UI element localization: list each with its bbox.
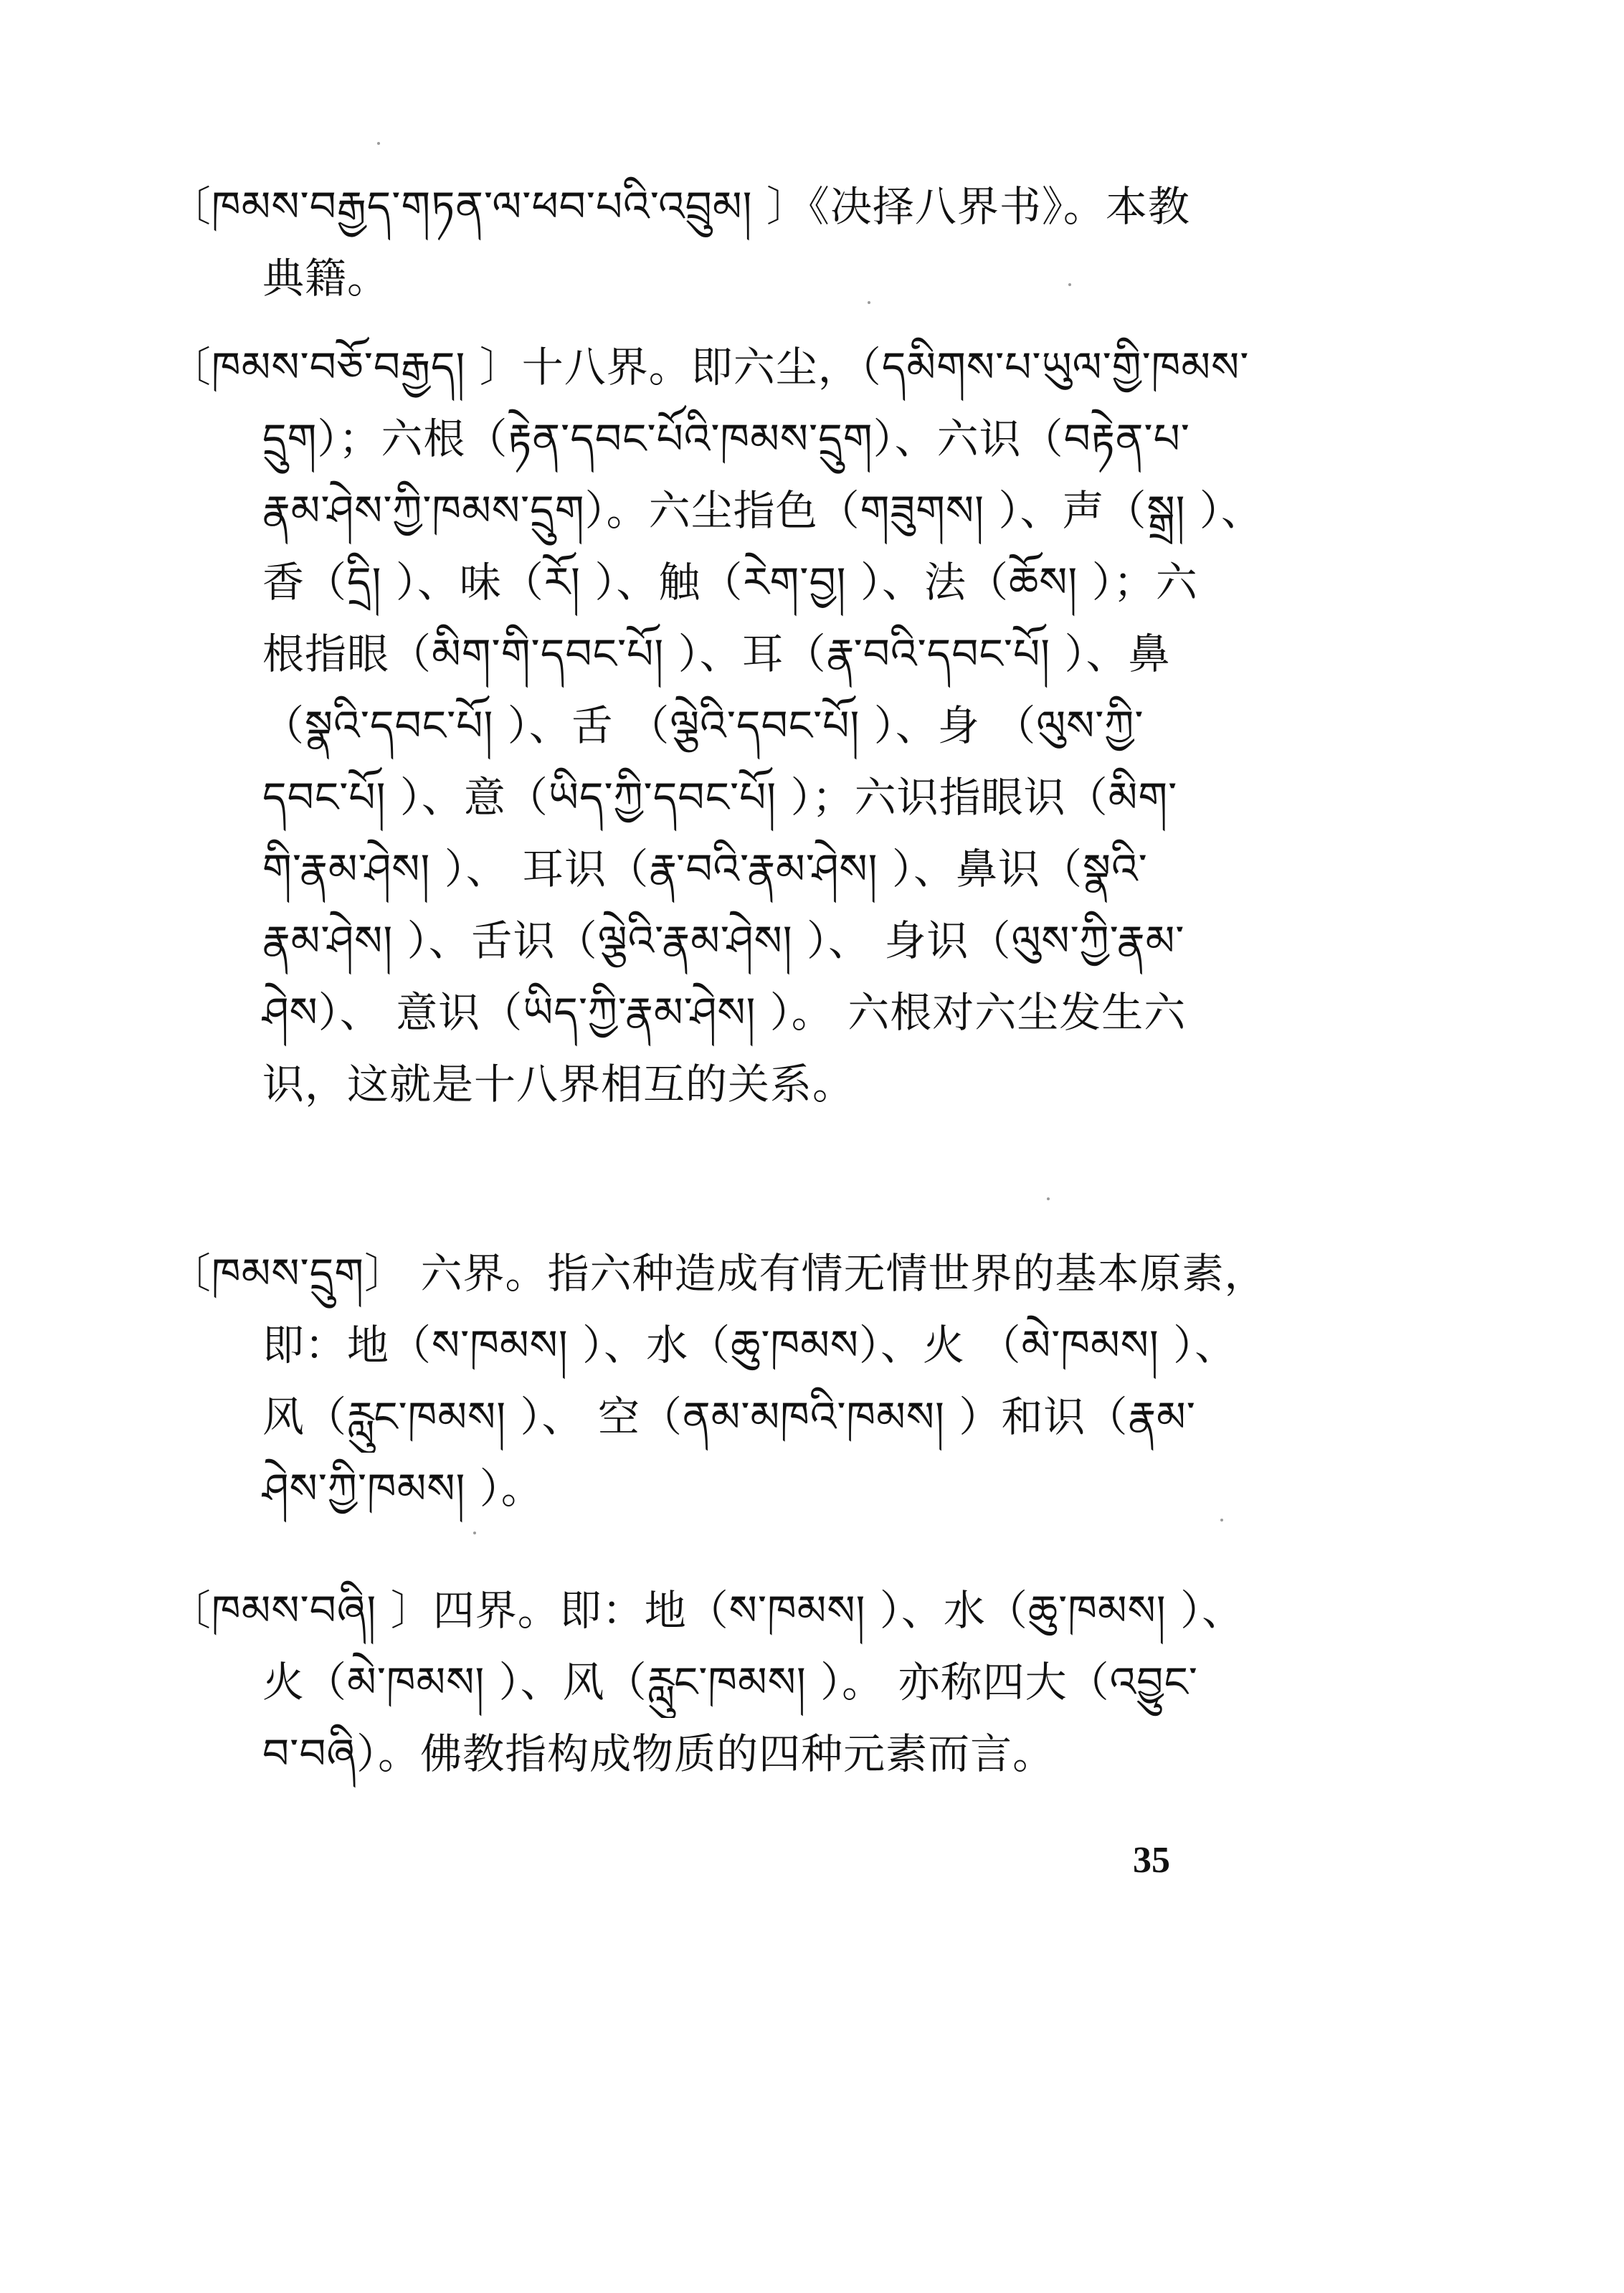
dictionary-entry-eighteen-realms — [169, 331, 1266, 1120]
entry-text-line: 即：地（ས་ཁམས། ）、水（ཆུ་ཁམས）、火 （མེ་ཁམས། ）、 — [262, 1321, 1238, 1369]
entry-text-line: 火（མེ་ཁམས། ）、风（རླུང་ཁམས། ）。 亦称四大（འབྱུང་ — [262, 1658, 1198, 1706]
page-number: 35 — [1133, 1840, 1170, 1881]
entry-text-line: 〔ཁམས་བཅོ་བརྒྱད། 〕十八界。即六尘，（དམིགས་པ་ཡུལ་གྱི་ཁམས་ — [169, 343, 1250, 391]
entry-text-line: 识，这就是十八界相互的关系。 — [262, 1060, 855, 1108]
entry-text-line: 〔ཁམས་དྲུག〕 六界。指六种造成有情无情世界的基本原素， — [169, 1249, 1266, 1298]
entry-text-line: བ་བཞི）。佛教指构成物质的四种元素而言。 — [262, 1729, 1055, 1778]
entry-text-line: 根指眼（མིག་གི་དབང་པོ། ）、耳（རྣ་བའི་དབང་པོ། ）、鼻 — [262, 630, 1171, 678]
scan-speck — [377, 142, 380, 145]
scan-speck — [1220, 1519, 1223, 1521]
entry-text-line: དབང་པོ། ）、意（ཡིད་ཀྱི་དབང་པོ། ）；六识指眼识（མིག་ — [262, 773, 1178, 822]
entry-text-line: རྣམ་ཤེས་ཀྱི་ཁམས་དྲུག）。六尘指色（གཟུགས། ）、声（སྒྲ། ）、 — [262, 486, 1263, 535]
entry-text-line: （སྣའི་དབང་པོ། ）、舌 （ལྕེའི་དབང་པོ། ）、身 （ལུས་ཀྱི་ — [262, 701, 1144, 750]
entry-text-line: དྲུག）；六根（རྟེན་དབང་པོའི་ཁམས་དྲུག）、六识（བརྟེན་པ་ — [262, 414, 1190, 463]
dictionary-entry-six-realms — [169, 1238, 1266, 1524]
scan-speck — [473, 1532, 476, 1534]
scan-speck — [1068, 283, 1071, 286]
entry-text-line: ཤེས）、 意识（ཡིད་ཀྱི་རྣམ་ཤེས། ）。 六根对六尘发生六 — [262, 988, 1187, 1037]
dictionary-entry-four-realms — [169, 1575, 1266, 1790]
entry-text-line: 〔ཁམས་བརྒྱད་གཏན་ལ་ཕབ་པའི་འབྲུམ། 〕《决择八界书》。本教 — [169, 182, 1190, 231]
entry-text-line: 〔ཁམས་བཞི། 〕四界。即：地（ས་ཁམས། ）、水（ཆུ་ཁམས། ）、 — [169, 1586, 1245, 1635]
dictionary-entry-eight-realms-book — [169, 171, 1266, 314]
entry-text-line: གི་རྣམ་ཤེས། ）、 耳识（རྣ་བའི་རྣམ་ཤེས། ）、鼻识（སྣའི་ — [262, 845, 1148, 893]
scan-speck — [1047, 1197, 1050, 1200]
entry-text-line: 香（དྲི། ）、味（རོ། ）、触（རེག་བྱ། ）、法（ཆོས། ）；六 — [262, 558, 1198, 607]
entry-text-line: 典籍。 — [262, 254, 390, 303]
entry-text-line: རྣམ་ཤེས། ）、舌识（ལྕེའི་རྣམ་ཤེས། ）、 身识（ལུས་ཀྱི་རྣམ་ — [262, 916, 1185, 965]
entry-text-line: 风（རླུང་ཁམས། ）、 空（ནམ་མཁའི་ཁམས། ）和识（རྣམ་ — [262, 1392, 1196, 1441]
entry-text-line: ཤེས་ཀྱི་ཁམས། ）。 — [262, 1464, 543, 1513]
scan-speck — [868, 301, 870, 304]
